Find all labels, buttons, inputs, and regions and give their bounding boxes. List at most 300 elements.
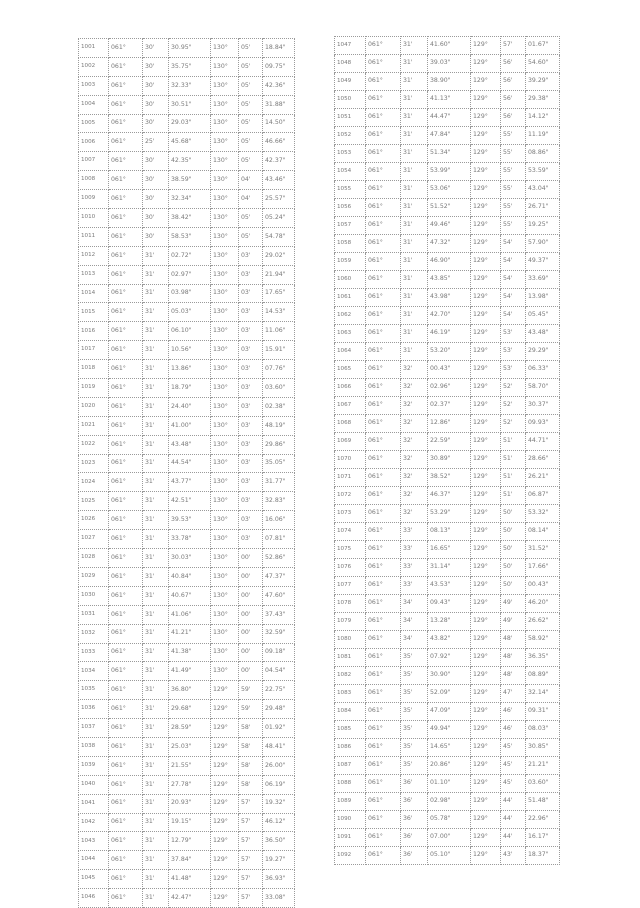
lon-degrees-cell: 129° [471,379,501,397]
table-row [79,775,295,794]
lat-degrees-cell: 061° [366,451,401,469]
lon-minutes-cell: 43' [501,847,526,865]
lat-degrees-cell: 061° [366,217,401,235]
lon-degrees-cell: 129° [471,649,501,667]
lon-minutes-cell: 46' [501,703,526,721]
lat-seconds-cell: 29.03" [169,114,211,133]
table-row [79,756,295,775]
lon-minutes-cell: 05' [239,227,263,246]
lat-minutes-cell: 32' [401,433,428,451]
lon-degrees-cell: 130° [211,227,239,246]
lon-seconds-cell: 01.67" [526,37,560,55]
lat-seconds-cell: 25.03" [169,737,211,756]
lat-minutes-cell: 34' [401,631,428,649]
table-row [79,360,295,379]
lat-seconds-cell: 41.06" [169,605,211,624]
lat-seconds-cell: 02.72" [169,246,211,265]
table-row [79,851,295,870]
lon-seconds-cell: 17.65" [263,284,295,303]
point-id-cell: 1080 [335,631,366,649]
lat-minutes-cell: 31' [143,681,169,700]
table-row [335,685,560,703]
lat-minutes-cell: 31' [143,794,169,813]
lon-seconds-cell: 19.27" [263,851,295,870]
table-row [79,246,295,265]
table-row [335,325,560,343]
lon-degrees-cell: 130° [211,57,239,76]
lon-minutes-cell: 03' [239,435,263,454]
lat-degrees-cell: 061° [109,511,143,530]
lon-degrees-cell: 129° [471,667,501,685]
point-id-cell: 1009 [79,190,109,209]
lon-degrees-cell: 130° [211,549,239,568]
point-id-cell: 1023 [79,454,109,473]
lon-degrees-cell: 129° [471,127,501,145]
lon-minutes-cell: 57' [239,851,263,870]
lon-seconds-cell: 03.60" [526,775,560,793]
lon-seconds-cell: 54.78" [263,227,295,246]
lat-degrees-cell: 061° [109,756,143,775]
lon-minutes-cell: 03' [239,492,263,511]
lon-seconds-cell: 36.93" [263,870,295,889]
point-id-cell: 1025 [79,492,109,511]
point-id-cell: 1036 [79,700,109,719]
lat-minutes-cell: 34' [401,595,428,613]
point-id-cell: 1019 [79,379,109,398]
lon-seconds-cell: 04.54" [263,662,295,681]
lat-seconds-cell: 07.00" [428,829,471,847]
lon-degrees-cell: 130° [211,133,239,152]
lon-minutes-cell: 48' [501,667,526,685]
lat-minutes-cell: 31' [401,181,428,199]
point-id-cell: 1027 [79,530,109,549]
lat-degrees-cell: 061° [109,851,143,870]
lon-degrees-cell: 130° [211,454,239,473]
point-id-cell: 1050 [335,91,366,109]
lon-seconds-cell: 33.69" [526,271,560,289]
lon-minutes-cell: 50' [501,523,526,541]
lat-minutes-cell: 31' [401,343,428,361]
lon-minutes-cell: 51' [501,451,526,469]
lat-degrees-cell: 061° [366,145,401,163]
lat-degrees-cell: 061° [109,265,143,284]
point-id-cell: 1085 [335,721,366,739]
lon-minutes-cell: 57' [239,889,263,908]
lat-minutes-cell: 30' [143,114,169,133]
lat-minutes-cell: 36' [401,847,428,865]
lat-minutes-cell: 30' [143,57,169,76]
lon-minutes-cell: 04' [239,190,263,209]
lat-minutes-cell: 31' [401,91,428,109]
lon-minutes-cell: 56' [501,55,526,73]
lon-seconds-cell: 36.50" [263,832,295,851]
lat-seconds-cell: 00.43" [428,361,471,379]
lat-minutes-cell: 31' [143,341,169,360]
lat-minutes-cell: 31' [143,246,169,265]
table-row [79,152,295,171]
lat-minutes-cell: 31' [143,435,169,454]
lon-minutes-cell: 03' [239,397,263,416]
point-id-cell: 1014 [79,284,109,303]
lon-degrees-cell: 130° [211,379,239,398]
lon-seconds-cell: 58.92" [526,631,560,649]
lat-minutes-cell: 35' [401,703,428,721]
lon-degrees-cell: 129° [471,685,501,703]
lat-seconds-cell: 22.59" [428,433,471,451]
lat-minutes-cell: 32' [401,379,428,397]
lon-seconds-cell: 48.41" [263,737,295,756]
lat-minutes-cell: 36' [401,793,428,811]
lat-seconds-cell: 39.53" [169,511,211,530]
lon-minutes-cell: 00' [239,586,263,605]
lat-degrees-cell: 061° [366,811,401,829]
lat-minutes-cell: 31' [401,37,428,55]
lat-minutes-cell: 31' [143,756,169,775]
lat-seconds-cell: 43.48" [169,435,211,454]
lon-degrees-cell: 130° [211,567,239,586]
lat-seconds-cell: 47.84" [428,127,471,145]
table-row [79,832,295,851]
lat-seconds-cell: 43.53" [428,577,471,595]
lon-minutes-cell: 05' [239,76,263,95]
lat-seconds-cell: 31.14" [428,559,471,577]
lat-degrees-cell: 061° [109,473,143,492]
lon-minutes-cell: 57' [239,813,263,832]
lat-seconds-cell: 44.47" [428,109,471,127]
lat-seconds-cell: 05.03" [169,303,211,322]
lon-minutes-cell: 55' [501,181,526,199]
lon-minutes-cell: 03' [239,416,263,435]
lat-seconds-cell: 09.43" [428,595,471,613]
lon-minutes-cell: 04' [239,171,263,190]
lat-seconds-cell: 43.98" [428,289,471,307]
lon-minutes-cell: 51' [501,487,526,505]
lat-seconds-cell: 41.00" [169,416,211,435]
point-id-cell: 1092 [335,847,366,865]
point-id-cell: 1073 [335,505,366,523]
lon-seconds-cell: 09.93" [526,415,560,433]
lat-degrees-cell: 061° [366,307,401,325]
lon-minutes-cell: 05' [239,57,263,76]
lon-degrees-cell: 130° [211,416,239,435]
table-row [335,361,560,379]
lat-degrees-cell: 061° [366,577,401,595]
lon-seconds-cell: 32.14" [526,685,560,703]
table-row [79,133,295,152]
lat-degrees-cell: 061° [109,39,143,58]
point-id-cell: 1068 [335,415,366,433]
lat-seconds-cell: 43.85" [428,271,471,289]
table-row [335,55,560,73]
lat-degrees-cell: 061° [109,171,143,190]
lat-minutes-cell: 31' [143,813,169,832]
lat-minutes-cell: 31' [143,700,169,719]
lat-degrees-cell: 061° [109,435,143,454]
lon-degrees-cell: 129° [471,217,501,235]
lon-degrees-cell: 130° [211,39,239,58]
point-id-cell: 1008 [79,171,109,190]
lon-minutes-cell: 57' [501,37,526,55]
lon-seconds-cell: 29.29" [526,343,560,361]
lat-seconds-cell: 02.98" [428,793,471,811]
lon-minutes-cell: 03' [239,530,263,549]
lat-degrees-cell: 061° [366,595,401,613]
lon-degrees-cell: 129° [211,889,239,908]
lon-minutes-cell: 52' [501,415,526,433]
table-row [79,737,295,756]
lat-minutes-cell: 31' [143,530,169,549]
lon-minutes-cell: 47' [501,685,526,703]
lon-degrees-cell: 130° [211,586,239,605]
lon-minutes-cell: 55' [501,145,526,163]
lon-seconds-cell: 19.25" [526,217,560,235]
point-id-cell: 1084 [335,703,366,721]
lat-seconds-cell: 24.40" [169,397,211,416]
lon-minutes-cell: 57' [239,832,263,851]
lat-seconds-cell: 51.34" [428,145,471,163]
table-row [335,199,560,217]
lat-minutes-cell: 33' [401,559,428,577]
lon-degrees-cell: 129° [471,415,501,433]
lon-minutes-cell: 00' [239,624,263,643]
lat-minutes-cell: 31' [143,624,169,643]
point-id-cell: 1001 [79,39,109,58]
lat-degrees-cell: 061° [366,379,401,397]
lat-degrees-cell: 061° [366,847,401,865]
lat-degrees-cell: 061° [366,829,401,847]
lon-degrees-cell: 130° [211,95,239,114]
lat-seconds-cell: 32.33" [169,76,211,95]
lat-degrees-cell: 061° [109,133,143,152]
point-id-cell: 1024 [79,473,109,492]
table-row [79,227,295,246]
lat-minutes-cell: 31' [143,511,169,530]
lat-seconds-cell: 41.21" [169,624,211,643]
lon-minutes-cell: 59' [239,681,263,700]
lon-degrees-cell: 129° [471,397,501,415]
lat-minutes-cell: 31' [143,832,169,851]
lon-seconds-cell: 26.71" [526,199,560,217]
lat-seconds-cell: 03.98" [169,284,211,303]
lon-seconds-cell: 08.03" [526,721,560,739]
lon-minutes-cell: 49' [501,613,526,631]
lon-degrees-cell: 129° [211,700,239,719]
lat-degrees-cell: 061° [366,181,401,199]
lat-minutes-cell: 31' [401,307,428,325]
lat-degrees-cell: 061° [109,586,143,605]
lon-seconds-cell: 22.96" [526,811,560,829]
table-body [79,39,295,908]
lon-minutes-cell: 51' [501,433,526,451]
table-row [335,343,560,361]
point-id-cell: 1087 [335,757,366,775]
lat-seconds-cell: 53.20" [428,343,471,361]
lat-seconds-cell: 41.60" [428,37,471,55]
lat-seconds-cell: 29.68" [169,700,211,719]
lat-minutes-cell: 33' [401,577,428,595]
lat-degrees-cell: 061° [109,775,143,794]
table-row [79,76,295,95]
lon-minutes-cell: 45' [501,775,526,793]
table-row [79,870,295,889]
lon-degrees-cell: 129° [471,199,501,217]
table-row [335,253,560,271]
lat-degrees-cell: 061° [366,487,401,505]
lon-degrees-cell: 129° [211,756,239,775]
lon-degrees-cell: 130° [211,76,239,95]
point-id-cell: 1034 [79,662,109,681]
lon-minutes-cell: 05' [239,39,263,58]
point-id-cell: 1089 [335,793,366,811]
lat-degrees-cell: 061° [366,757,401,775]
lon-minutes-cell: 05' [239,152,263,171]
lon-seconds-cell: 31.88" [263,95,295,114]
lat-seconds-cell: 19.15" [169,813,211,832]
lon-seconds-cell: 26.21" [526,469,560,487]
lat-minutes-cell: 31' [143,303,169,322]
point-id-cell: 1010 [79,209,109,228]
lon-degrees-cell: 130° [211,246,239,265]
lon-degrees-cell: 129° [211,813,239,832]
point-id-cell: 1082 [335,667,366,685]
lon-seconds-cell: 14.12" [526,109,560,127]
point-id-cell: 1053 [335,145,366,163]
lat-minutes-cell: 35' [401,667,428,685]
lat-degrees-cell: 061° [366,37,401,55]
point-id-cell: 1067 [335,397,366,415]
lat-seconds-cell: 13.86" [169,360,211,379]
lon-degrees-cell: 129° [471,109,501,127]
lat-minutes-cell: 31' [143,737,169,756]
lon-minutes-cell: 44' [501,793,526,811]
lat-seconds-cell: 06.10" [169,322,211,341]
lat-degrees-cell: 061° [366,505,401,523]
lat-minutes-cell: 31' [143,567,169,586]
lat-seconds-cell: 41.13" [428,91,471,109]
lon-degrees-cell: 129° [211,775,239,794]
point-id-cell: 1058 [335,235,366,253]
lat-seconds-cell: 46.37" [428,487,471,505]
lat-degrees-cell: 061° [366,685,401,703]
lon-minutes-cell: 46' [501,721,526,739]
lat-degrees-cell: 061° [109,114,143,133]
lat-seconds-cell: 30.95" [169,39,211,58]
point-id-cell: 1088 [335,775,366,793]
lat-degrees-cell: 061° [366,127,401,145]
lat-degrees-cell: 061° [109,549,143,568]
lon-minutes-cell: 03' [239,303,263,322]
lat-seconds-cell: 38.59" [169,171,211,190]
lon-minutes-cell: 03' [239,341,263,360]
lat-seconds-cell: 32.34" [169,190,211,209]
table-row [335,469,560,487]
lon-minutes-cell: 52' [501,397,526,415]
lat-minutes-cell: 31' [143,492,169,511]
point-id-cell: 1091 [335,829,366,847]
lat-minutes-cell: 31' [401,55,428,73]
point-id-cell: 1007 [79,152,109,171]
lat-degrees-cell: 061° [109,95,143,114]
lat-seconds-cell: 39.03" [428,55,471,73]
lat-minutes-cell: 36' [401,775,428,793]
table-row [335,451,560,469]
lat-minutes-cell: 30' [143,39,169,58]
coordinate-table-right [334,36,560,865]
table-row [79,719,295,738]
lon-seconds-cell: 36.35" [526,649,560,667]
lat-degrees-cell: 061° [109,700,143,719]
lat-minutes-cell: 31' [143,870,169,889]
lon-seconds-cell: 15.91" [263,341,295,360]
lat-seconds-cell: 05.78" [428,811,471,829]
lon-minutes-cell: 03' [239,473,263,492]
lon-seconds-cell: 44.71" [526,433,560,451]
lat-degrees-cell: 061° [109,681,143,700]
lon-minutes-cell: 57' [239,870,263,889]
lat-degrees-cell: 061° [109,889,143,908]
table-row [335,739,560,757]
lat-degrees-cell: 061° [366,271,401,289]
lon-seconds-cell: 25.57" [263,190,295,209]
lon-seconds-cell: 31.77" [263,473,295,492]
lat-degrees-cell: 061° [109,284,143,303]
table-row [79,662,295,681]
lon-minutes-cell: 03' [239,379,263,398]
point-id-cell: 1033 [79,643,109,662]
table-row [335,271,560,289]
lat-minutes-cell: 32' [401,469,428,487]
lat-degrees-cell: 061° [366,775,401,793]
lon-degrees-cell: 130° [211,171,239,190]
table-row [335,577,560,595]
lon-seconds-cell: 06.87" [526,487,560,505]
lon-seconds-cell: 52.86" [263,549,295,568]
table-row [79,813,295,832]
lon-seconds-cell: 43.48" [526,325,560,343]
table-row [335,181,560,199]
lon-degrees-cell: 129° [471,505,501,523]
table-row [79,700,295,719]
table-row [335,649,560,667]
point-id-cell: 1072 [335,487,366,505]
table-row [79,435,295,454]
point-id-cell: 1040 [79,775,109,794]
point-id-cell: 1066 [335,379,366,397]
lon-minutes-cell: 54' [501,253,526,271]
lat-seconds-cell: 51.52" [428,199,471,217]
lat-degrees-cell: 061° [366,613,401,631]
lat-minutes-cell: 31' [401,73,428,91]
lat-minutes-cell: 31' [143,851,169,870]
lat-minutes-cell: 36' [401,829,428,847]
lon-degrees-cell: 130° [211,152,239,171]
lat-degrees-cell: 061° [366,559,401,577]
lon-minutes-cell: 44' [501,829,526,847]
lat-degrees-cell: 061° [366,91,401,109]
table-body [335,37,560,865]
point-id-cell: 1017 [79,341,109,360]
lat-degrees-cell: 061° [109,379,143,398]
lon-minutes-cell: 54' [501,235,526,253]
point-id-cell: 1074 [335,523,366,541]
point-id-cell: 1041 [79,794,109,813]
lat-minutes-cell: 25' [143,133,169,152]
lon-minutes-cell: 55' [501,217,526,235]
lon-degrees-cell: 129° [211,851,239,870]
lon-minutes-cell: 50' [501,577,526,595]
point-id-cell: 1004 [79,95,109,114]
point-id-cell: 1059 [335,253,366,271]
